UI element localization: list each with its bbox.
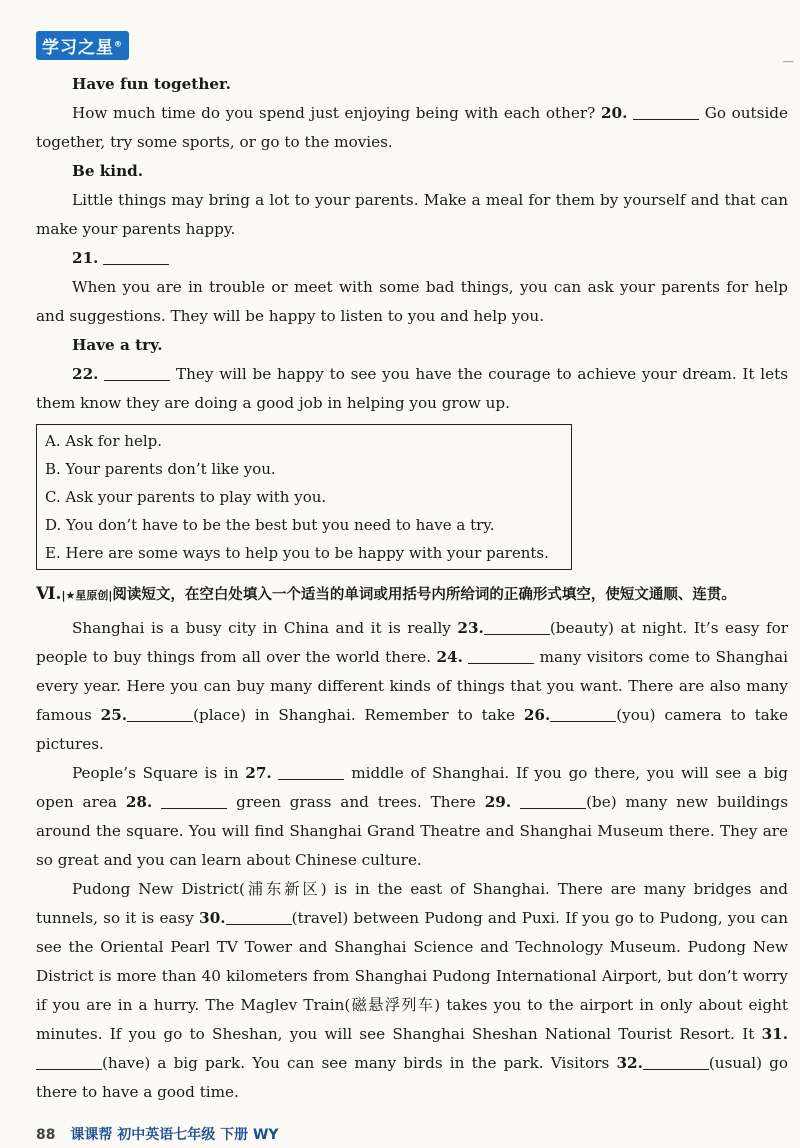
course-name: 初中英语七年级 下册 WY	[117, 1127, 279, 1143]
option-d: D. You don’t have to be the best but you need to have a try.	[45, 516, 495, 534]
answer-blank-31[interactable]	[36, 1054, 102, 1070]
answer-blank-32[interactable]	[643, 1054, 709, 1070]
page-content	[36, 70, 788, 1107]
answer-blank-20[interactable]	[633, 104, 699, 120]
passage-paragraph: Pudong New District(浦东新区) is in the east of Shanghai. There are many bridges and tunnels, so it is easy 30. (travel) between Pudong and Puxi. If you go to Pudong, you can see the Oriental Pearl TV Tower and Shanghai Science and Technology Museum. Pudong New District is more than 40 kilometers from Shanghai Pudong International Airport, but don’t worry if you are in a hurry. The Maglev Train(磁悬浮列车) takes you to the airport in only about eight minutes. If you go to Sheshan, you will see Shanghai Sheshan National Tourist Resort. It 31.(have) a big park. You can see many birds in the park. Visitors 32. (usual) go there to have a good time.	[36, 880, 789, 1101]
answer-blank-26[interactable]	[550, 706, 616, 722]
paragraph: How much time do you spend just enjoying being with each other? 20. Go outside together, try some sports, or go to the movies.	[36, 104, 789, 151]
paragraph: 21.	[36, 244, 788, 273]
edge-mark: |	[783, 60, 794, 64]
answer-blank-21[interactable]	[103, 249, 169, 265]
paragraph: 22. They will be happy to see you have the courage to achieve your dream. It lets them know they are doing a good job in helping you grow up.	[36, 365, 789, 412]
paragraph: Little things may bring a lot to your parents. Make a meal for them by yourself and that can make your parents happy.	[36, 191, 788, 238]
answer-blank-25[interactable]	[127, 706, 193, 722]
option-c: C. Ask your parents to play with you.	[45, 488, 327, 506]
answer-blank-24[interactable]	[468, 648, 534, 664]
paragraph: When you are in trouble or meet with some bad things, you can ask your parents for help and suggestions. They will be happy to listen to you and help you.	[36, 278, 788, 325]
option-b: B. Your parents don’t like you.	[45, 460, 276, 478]
passage-paragraph: Shanghai is a busy city in China and it is really 23. (beauty) at night. It’s easy for people to buy things from all over the world there. 24. many visitors come to Shanghai every year. Here you can buy many different kinds of things that you want. There are also many famous 25. (place) in Shanghai. Remember to take 26. (you) camera to take pictures.	[36, 619, 789, 753]
answer-blank-30[interactable]	[226, 909, 292, 925]
section-header: Ⅵ.|★星原创|阅读短文，在空白处填入一个适当的单词或用括号内所给词的正确形式填空，使短文通顺、连贯。	[36, 584, 736, 604]
options-box	[36, 424, 572, 570]
answer-blank-22[interactable]	[104, 365, 170, 381]
option-e: E. Here are some ways to help you to be happy with your parents.	[45, 544, 549, 562]
brand-name: 课课帮	[70, 1127, 113, 1143]
passage-paragraph: People’s Square is in 27. middle of Shanghai. If you go there, you will see a big open area 28. green grass and trees. There 29. (be) many new buildings around the square. You will find Shanghai Grand Theatre and Shanghai Museum there. They are so great and you can learn about Chinese culture.	[36, 764, 789, 869]
heading-fun: Have fun together.	[72, 75, 231, 93]
page-number: 88	[36, 1127, 56, 1143]
page-footer	[36, 1124, 279, 1144]
answer-blank-23[interactable]	[484, 619, 550, 635]
heading-kind: Be kind.	[72, 162, 144, 180]
answer-blank-27[interactable]	[278, 764, 344, 780]
answer-blank-28[interactable]	[161, 793, 227, 809]
publisher-logo: 学习之星®	[36, 31, 129, 60]
answer-blank-29[interactable]	[520, 793, 586, 809]
heading-try: Have a try.	[72, 336, 163, 354]
option-a: A. Ask for help.	[45, 432, 162, 450]
